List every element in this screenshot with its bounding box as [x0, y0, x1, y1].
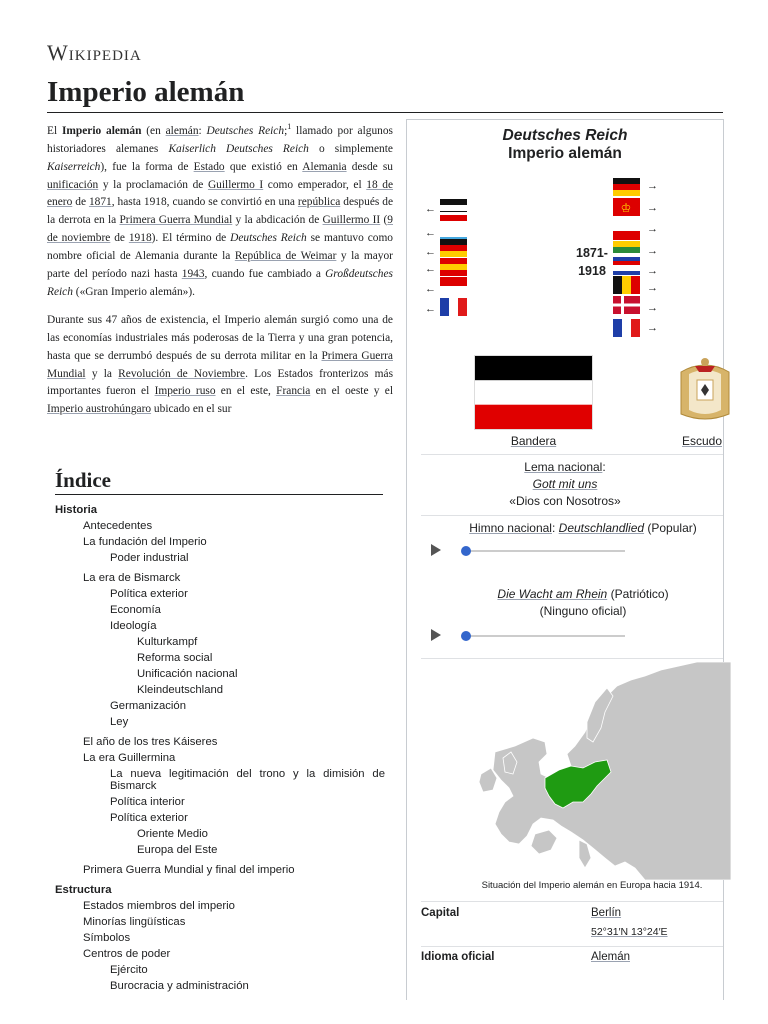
- motto-label-sep: :: [602, 460, 606, 474]
- article-link[interactable]: Primera Guerra Mundial: [47, 349, 393, 380]
- predecessor-flag-6[interactable]: [440, 277, 467, 295]
- article-text: que existió en: [224, 160, 303, 173]
- toc-item[interactable]: Estructura: [55, 884, 112, 896]
- coat-of-arms-label-link[interactable]: Escudo: [681, 434, 723, 448]
- article-text: («Gran Imperio alemán»).: [72, 285, 196, 298]
- audio-seek-knob[interactable]: [461, 631, 471, 641]
- article-text: ubicado en el sur: [151, 403, 232, 416]
- article-link[interactable]: 1943: [181, 268, 205, 281]
- play-icon[interactable]: [431, 629, 441, 641]
- predecessor-arrow-2[interactable]: ←: [425, 227, 436, 239]
- anthem-note: (Popular): [644, 521, 697, 535]
- toc-item[interactable]: Ley: [110, 716, 129, 728]
- successor-flag-poland[interactable]: [613, 222, 640, 240]
- article-link[interactable]: alemán: [165, 124, 199, 137]
- article-text: de: [72, 196, 89, 209]
- article-text: :: [198, 124, 207, 137]
- predecessor-arrow-3[interactable]: ←: [425, 246, 436, 258]
- toc-item[interactable]: Burocracia y administración: [110, 980, 249, 992]
- article-link[interactable]: república: [297, 196, 341, 209]
- toc-item[interactable]: Centros de poder: [83, 948, 171, 960]
- toc-item[interactable]: La nueva legitimación del trono y la dimisión de Bismarck: [110, 768, 385, 792]
- predecessor-flag-2[interactable]: [440, 210, 467, 228]
- article-link[interactable]: 1918: [128, 232, 152, 245]
- anthem2-audio-player: [427, 626, 617, 646]
- article-text: llamado por algunos historiadores alemanes: [47, 124, 393, 155]
- toc-item[interactable]: Kleindeutschland: [137, 684, 224, 696]
- article-text: o simplemente: [308, 142, 393, 155]
- article-text: en el oeste y el: [310, 385, 393, 398]
- year-end: 1918: [578, 264, 606, 278]
- article-link[interactable]: Guillermo I: [207, 178, 264, 191]
- successor-arrow-8[interactable]: →: [647, 322, 658, 334]
- predecessor-arrow-6[interactable]: ←: [425, 303, 436, 315]
- article-text: en el este,: [215, 385, 277, 398]
- lead-paragraph-2: [47, 312, 393, 419]
- successor-arrow-7[interactable]: →: [647, 302, 658, 314]
- article-text: Kaiserreich: [47, 160, 101, 173]
- article-text: Deutsches Reich: [206, 124, 285, 137]
- anthem-row: [407, 521, 759, 535]
- play-icon[interactable]: [431, 544, 441, 556]
- article-link[interactable]: 1871: [88, 196, 112, 209]
- anthem2-row: [407, 587, 759, 601]
- official-language-label: Idioma oficial: [421, 951, 495, 963]
- toc-item[interactable]: Antecedentes: [83, 520, 153, 532]
- official-language-value-link[interactable]: Alemán: [591, 951, 630, 963]
- article-link[interactable]: Guillermo II: [322, 214, 381, 227]
- capital-label: Capital: [421, 907, 460, 919]
- infobox-native-name: Deutsches Reich: [502, 127, 628, 144]
- article-text: (: [380, 214, 388, 227]
- toc-item[interactable]: Kulturkampf: [137, 636, 198, 648]
- article-text: , hasta 1918, cuando se convirtió en una: [111, 196, 298, 209]
- predecessor-flag-france[interactable]: [440, 298, 467, 316]
- toc-item[interactable]: El año de los tres Káiseres: [83, 736, 218, 748]
- toc-item[interactable]: Europa del Este: [137, 844, 218, 856]
- capital-value-link[interactable]: Berlín: [591, 907, 622, 919]
- infobox-divider: [421, 454, 723, 455]
- infobox-divider: [421, 658, 723, 659]
- successor-flag-weimar[interactable]: [613, 178, 640, 196]
- article-link[interactable]: 18 de enero: [47, 178, 393, 209]
- toc-item[interactable]: Unificación nacional: [137, 668, 238, 680]
- reference-marker[interactable]: 1: [287, 122, 292, 131]
- article-text: y la mayor parte del período nazi hasta: [47, 250, 393, 281]
- successor-flag-france[interactable]: [613, 319, 640, 337]
- toc-item[interactable]: Ejército: [110, 964, 148, 976]
- anthem-name-link[interactable]: Deutschlandlied: [558, 521, 645, 535]
- successor-arrow-3[interactable]: →: [647, 223, 658, 235]
- article-link[interactable]: Francia: [276, 385, 311, 398]
- article-link[interactable]: Alemania: [302, 160, 347, 173]
- article-link[interactable]: Primera Guerra Mundial: [119, 214, 233, 227]
- lead-paragraph-1: [47, 118, 393, 302]
- map-caption: [407, 880, 768, 891]
- title-divider: [47, 112, 723, 113]
- article-text: . Los Estados fronterizos más importantes fueron el: [47, 367, 394, 398]
- article-text: y la abdicación de: [232, 214, 323, 227]
- article-text: ). El término de: [151, 232, 231, 245]
- toc-divider: [55, 494, 383, 495]
- motto-link[interactable]: Gott mit uns: [532, 477, 598, 491]
- predecessor-flag-baden[interactable]: [440, 258, 467, 276]
- article-text: Imperio alemán: [61, 124, 142, 137]
- successor-arrow-5[interactable]: →: [647, 265, 658, 277]
- article-link[interactable]: República de Weimar: [234, 250, 337, 263]
- svg-text:♔: ♔: [620, 201, 632, 215]
- article-text: de: [110, 232, 129, 245]
- toc-item[interactable]: Poder industrial: [110, 552, 189, 564]
- article-text: ), fue la forma de: [100, 160, 194, 173]
- toc-heading: Índice: [55, 468, 112, 492]
- motto-row-label: [407, 460, 723, 474]
- toc-item[interactable]: Política interior: [110, 796, 185, 808]
- toc-item[interactable]: Política exterior: [110, 588, 188, 600]
- anthem-sep: :: [551, 521, 559, 535]
- period-years: [571, 244, 613, 280]
- successor-arrow-4[interactable]: →: [647, 245, 658, 257]
- toc-item[interactable]: La era Guillermina: [83, 752, 176, 764]
- motto-translation: «Dios con Nosotros»: [509, 494, 621, 508]
- article-body: [47, 118, 393, 429]
- anthem2-subnote: (Ninguno oficial): [539, 604, 627, 618]
- national-flag-image[interactable]: [475, 356, 592, 429]
- article-text: (en: [141, 124, 166, 137]
- anthem-audio-player: [427, 541, 617, 561]
- toc-item[interactable]: Economía: [110, 604, 161, 616]
- article-text: desde su: [346, 160, 393, 173]
- map-caption-text: Situación del Imperio alemán en Europa hacia 1914.: [481, 880, 703, 891]
- predecessor-arrow-4[interactable]: ←: [425, 263, 436, 275]
- article-link[interactable]: Imperio ruso: [154, 385, 216, 398]
- motto-row-value: [407, 477, 723, 491]
- coat-of-arms-image[interactable]: [675, 354, 735, 426]
- successor-arrow-1[interactable]: →: [647, 180, 658, 192]
- article-link[interactable]: Estado: [193, 160, 225, 173]
- article-link[interactable]: 9 de noviembre: [47, 214, 393, 245]
- predecessor-flag-4[interactable]: [440, 239, 467, 257]
- article-text: ;: [284, 124, 288, 137]
- toc-item[interactable]: Ideología: [110, 620, 157, 632]
- year-start: 1871-: [576, 246, 608, 260]
- page-title: Imperio alemán: [47, 76, 245, 108]
- article-text: Kaiserlich Deutsches Reich: [168, 142, 309, 155]
- successor-arrow-6[interactable]: →: [647, 282, 658, 294]
- toc-item[interactable]: Minorías lingüísticas: [83, 916, 186, 928]
- toc-item[interactable]: Germanización: [110, 700, 186, 712]
- toc-item[interactable]: Reforma social: [137, 652, 213, 664]
- article-text: y la proclamación de: [98, 178, 208, 191]
- motto-label-link[interactable]: Lema nacional: [524, 460, 603, 474]
- infobox-divider: [421, 515, 723, 516]
- anthem2-name-link[interactable]: Die Wacht am Rhein: [497, 587, 608, 601]
- wikipedia-wordmark[interactable]: Wikipedia: [47, 40, 142, 65]
- infobox-divider: [421, 901, 723, 902]
- successor-flag-belgium[interactable]: [613, 276, 640, 294]
- audio-progress-track[interactable]: [465, 550, 625, 552]
- article-text: Deutsches Reich: [230, 232, 307, 245]
- successor-flag-danzig[interactable]: [613, 198, 640, 216]
- toc-item[interactable]: La fundación del Imperio: [83, 536, 207, 548]
- infobox-divider: [421, 946, 723, 947]
- flag-label-link[interactable]: Bandera: [510, 434, 557, 448]
- audio-progress-track[interactable]: [465, 635, 625, 637]
- toc-item[interactable]: Política exterior: [110, 812, 188, 824]
- successor-flag-denmark[interactable]: [613, 296, 640, 314]
- toc-item[interactable]: Historia: [55, 504, 98, 516]
- toc-item[interactable]: Símbolos: [83, 932, 131, 944]
- article-link[interactable]: Imperio austrohúngaro: [47, 403, 152, 416]
- article-text: como emperador, el: [263, 178, 367, 191]
- map-land: [531, 830, 557, 854]
- capital-coordinates-link[interactable]: 52°31′N 13°24′E: [591, 926, 668, 938]
- article-text: , cuando fue cambiado a: [204, 268, 326, 281]
- audio-seek-knob[interactable]: [461, 546, 471, 556]
- article-link[interactable]: unificación: [47, 178, 99, 191]
- anthem2-note: (Patriótico): [607, 587, 669, 601]
- successor-arrow-2[interactable]: →: [647, 202, 658, 214]
- article-text: y la: [85, 367, 119, 380]
- toc-item[interactable]: La era de Bismarck: [83, 572, 181, 584]
- anthem-label-link[interactable]: Himno nacional: [469, 521, 552, 535]
- toc-item[interactable]: Primera Guerra Mundial y final del imperio: [83, 864, 295, 876]
- infobox-spanish-name: Imperio alemán: [508, 145, 622, 162]
- article-text: Großdeutsches Reich: [47, 268, 393, 298]
- article-text: El: [47, 124, 62, 137]
- predecessor-arrow-5[interactable]: ←: [425, 283, 436, 295]
- table-of-contents: [55, 502, 385, 994]
- toc-item[interactable]: Estados miembros del imperio: [83, 900, 235, 912]
- infobox: [406, 119, 724, 1000]
- toc-item[interactable]: Oriente Medio: [137, 828, 208, 840]
- article-text: Durante sus 47 años de existencia, el Imperio alemán surgió como una de las economías industriales más poderosas de la Tierra y una gran potencia, hasta que se derrumbó después de su derrota militar en la: [47, 313, 393, 362]
- article-text: después de la derrota en la: [47, 196, 394, 227]
- article-link[interactable]: Revolución de Noviembre: [118, 367, 246, 380]
- article-text: se mantuvo como nombre oficial de Alemania durante la: [47, 232, 394, 263]
- europe-location-map[interactable]: [475, 662, 731, 880]
- predecessor-arrow-1[interactable]: ←: [425, 203, 436, 215]
